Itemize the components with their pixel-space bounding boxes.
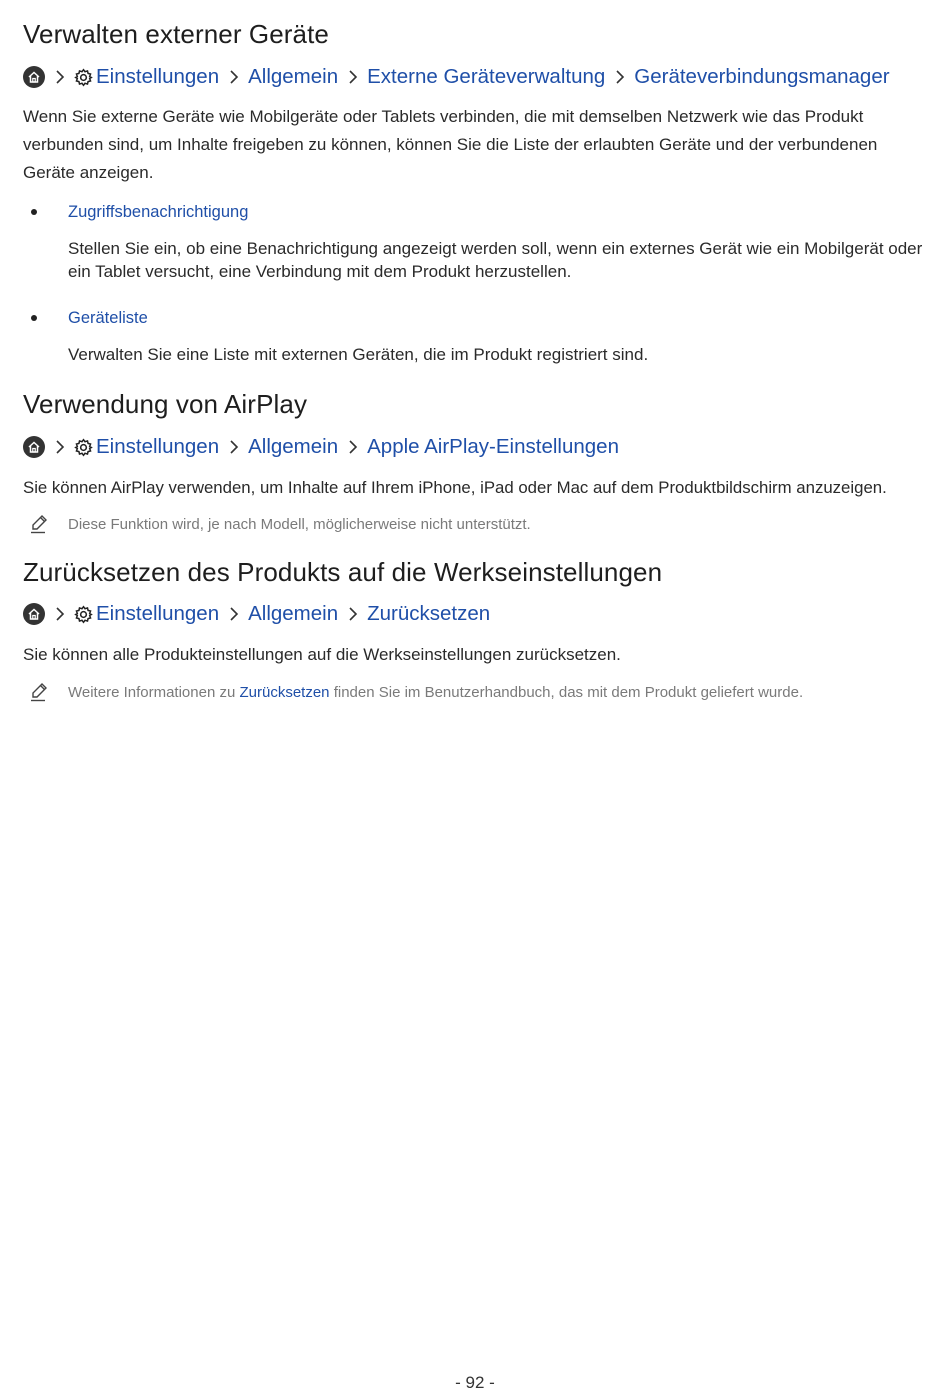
gear-icon bbox=[74, 438, 93, 457]
note-link-zuruecksetzen[interactable]: Zurücksetzen bbox=[239, 683, 330, 701]
breadcrumb-allgemein[interactable]: Allgemein bbox=[248, 602, 339, 625]
breadcrumb bbox=[23, 434, 619, 460]
home-icon bbox=[23, 66, 45, 88]
section-body-external-devices: Wenn Sie externe Geräte wie Mobilgeräte oder Tablets verbinden, die mit demselben Netzwerk wie das Produkt verbunden sind, um Inhalte freigeben zu können, können Sie die Liste der erlaubten Geräte und der verbundenen Geräte anzeigen. bbox=[23, 107, 878, 182]
chevron-right-icon bbox=[55, 69, 65, 85]
chevron-right-icon bbox=[615, 69, 625, 85]
list-item bbox=[23, 202, 928, 283]
note-text: Diese Funktion wird, je nach Modell, möglicherweise nicht unterstützt. bbox=[68, 515, 531, 533]
chevron-right-icon bbox=[55, 439, 65, 455]
section-title-reset: Zurücksetzen des Produkts auf die Werkseinstellungen bbox=[23, 557, 663, 587]
home-icon bbox=[23, 436, 45, 458]
note-text-after: finden Sie im Benutzerhandbuch, das mit dem Produkt geliefert wurde. bbox=[329, 683, 804, 701]
section-title-external-devices: Verwalten externer Geräte bbox=[23, 19, 329, 49]
breadcrumb-einstellungen[interactable]: Einstellungen bbox=[96, 602, 220, 625]
section-body-reset: Sie können alle Produkteinstellungen auf die Werkseinstellungen zurücksetzen. bbox=[23, 645, 621, 664]
page-number: - 92 - bbox=[455, 1373, 495, 1392]
note bbox=[23, 514, 531, 534]
bullet bbox=[31, 315, 37, 321]
chevron-right-icon bbox=[229, 439, 239, 455]
breadcrumb-apple-airplay-einstellungen[interactable]: Apple AirPlay-Einstellungen bbox=[367, 435, 619, 458]
item-title-geraeteliste: Geräteliste bbox=[68, 309, 148, 327]
item-desc: Stellen Sie ein, ob eine Benachrichtigung angezeigt werden soll, wenn ein externes Gerät wie ein Mobilgerät oder ein Tablet versucht, eine Verbindung mit dem Produkt herzustellen. bbox=[68, 239, 923, 281]
breadcrumb-einstellungen[interactable]: Einstellungen bbox=[96, 435, 220, 458]
item-title-zugriffsbenachrichtigung: Zugriffsbenachrichtigung bbox=[68, 203, 249, 221]
list-item bbox=[23, 308, 928, 366]
chevron-right-icon bbox=[55, 606, 65, 622]
home-icon bbox=[23, 603, 45, 625]
breadcrumb bbox=[23, 601, 490, 627]
chevron-right-icon bbox=[229, 69, 239, 85]
section-title-airplay: Verwendung von AirPlay bbox=[23, 389, 308, 419]
gear-icon bbox=[74, 68, 93, 87]
section-body-airplay: Sie können AirPlay verwenden, um Inhalte auf Ihrem iPhone, iPad oder Mac auf dem Produktbildschirm anzuzeigen. bbox=[23, 478, 887, 497]
chevron-right-icon bbox=[348, 606, 358, 622]
gear-icon bbox=[74, 605, 93, 624]
item-desc: Verwalten Sie eine Liste mit externen Geräten, die im Produkt registriert sind. bbox=[68, 345, 649, 364]
breadcrumb-geraeteverbindungsmanager[interactable]: Geräteverbindungsmanager bbox=[634, 65, 890, 88]
pencil-icon bbox=[30, 514, 52, 534]
chevron-right-icon bbox=[348, 439, 358, 455]
note-text-before: Weitere Informationen zu bbox=[68, 683, 240, 701]
breadcrumb-einstellungen[interactable]: Einstellungen bbox=[96, 65, 220, 88]
breadcrumb bbox=[23, 64, 890, 90]
chevron-right-icon bbox=[229, 606, 239, 622]
breadcrumb-zuruecksetzen[interactable]: Zurücksetzen bbox=[367, 602, 491, 625]
breadcrumb-allgemein[interactable]: Allgemein bbox=[248, 65, 339, 88]
option-list bbox=[23, 202, 928, 366]
breadcrumb-externe-geraeteverwaltung[interactable]: Externe Geräteverwaltung bbox=[367, 65, 606, 88]
chevron-right-icon bbox=[348, 69, 358, 85]
note bbox=[23, 682, 803, 702]
pencil-icon bbox=[30, 682, 52, 702]
bullet bbox=[31, 209, 37, 215]
breadcrumb-allgemein[interactable]: Allgemein bbox=[248, 435, 339, 458]
